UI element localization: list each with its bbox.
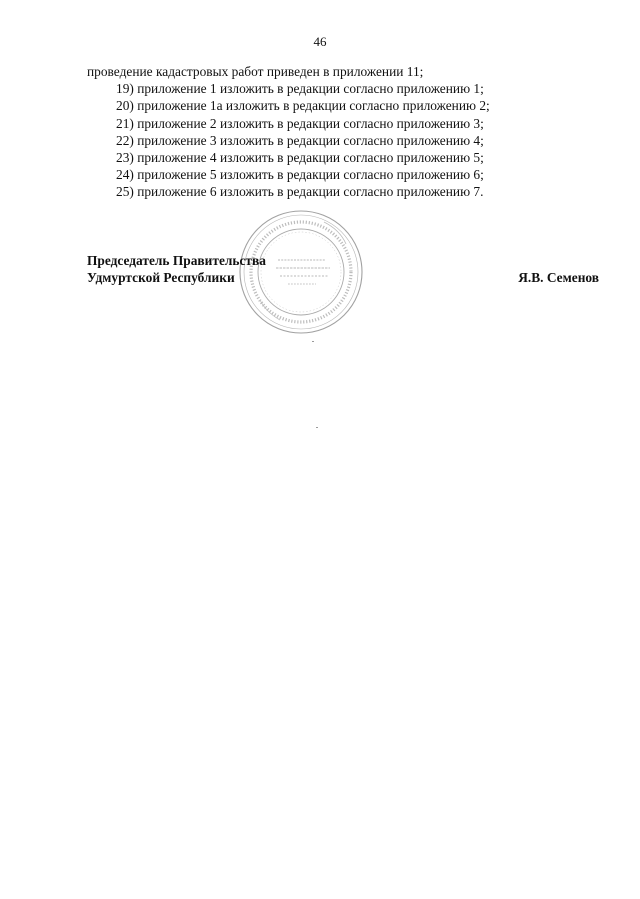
signatory-position-line1: Председатель Правительства [87,253,266,268]
body-line-item-19: 19) приложение 1 изложить в редакции согласно приложению 1; [116,81,484,97]
body-line-item-24: 24) приложение 5 изложить в редакции согласно приложению 6; [116,167,484,183]
body-text [87,63,557,201]
signatory-name: Я.В. Семенов [518,270,599,285]
body-line-item-20: 20) приложение 1а изложить в редакции согласно приложению 2; [116,98,490,114]
signatory-position [87,252,266,287]
body-line-item-21: 21) приложение 2 изложить в редакции согласно приложению 3; [116,115,484,131]
signatory-position-line2: Удмуртской Республики [87,270,235,286]
page-number: 46 [313,34,327,49]
body-line-item-22: 22) приложение 3 изложить в редакции согласно приложению 4; [116,132,484,148]
body-line-item-23: 23) приложение 4 изложить в редакции согласно приложению 5; [116,150,484,166]
body-line-continuation: проведение кадастровых работ приведен в приложении 11; [87,64,424,79]
scan-speck [316,427,318,428]
scan-speck [312,341,314,342]
body-line-item-25: 25) приложение 6 изложить в редакции согласно приложению 7. [116,184,484,200]
